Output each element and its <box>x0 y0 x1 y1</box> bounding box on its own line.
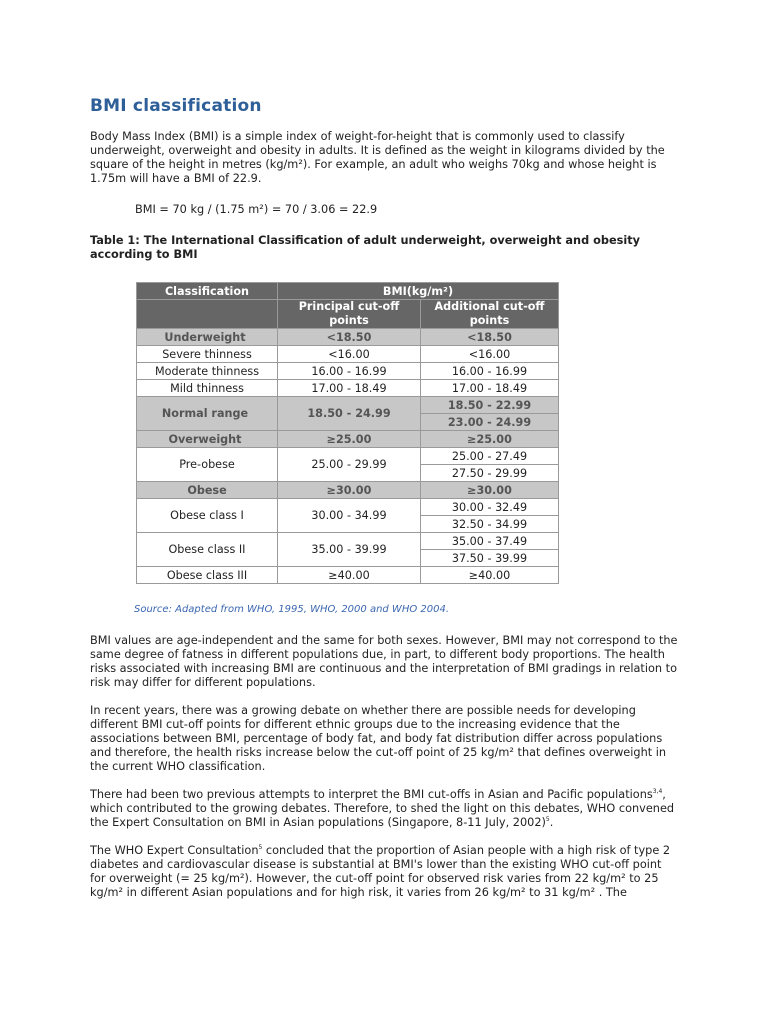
cell-class: Moderate thinness <box>137 363 278 380</box>
table-row <box>137 397 559 414</box>
cell-additional: 16.00 - 16.99 <box>421 363 559 380</box>
cell-additional: ≥40.00 <box>421 567 559 584</box>
table-row <box>137 329 559 346</box>
cell-class: Obese class III <box>137 567 278 584</box>
cell-class: Overweight <box>137 431 278 448</box>
cell-additional: ≥30.00 <box>421 482 559 499</box>
paragraph-text: The WHO Expert Consultation <box>90 844 259 857</box>
reference-superscript: 5 <box>258 844 263 851</box>
page-title: BMI classification <box>90 96 262 116</box>
paragraph: BMI values are age-independent and the same for both sexes. However, BMI may not correspond to the same degree of fatness in different populations due, in part, to different body proportions. The health risks associated with increasing BMI are continuous and the interpretation of BMI gradings in relation to risk may differ for different populations. <box>90 634 678 689</box>
table-row <box>137 567 559 584</box>
document-page <box>90 96 680 899</box>
cell-additional: 30.00 - 32.49 <box>421 499 559 516</box>
cell-additional: <16.00 <box>421 346 559 363</box>
body-text <box>90 634 680 914</box>
cell-additional: 23.00 - 24.99 <box>421 414 559 431</box>
intro-paragraph: Body Mass Index (BMI) is a simple index of weight-for-height that is commonly used to classify underweight, overweight and obesity in adults. It is defined as the weight in kilograms divided by the square of the height in metres (kg/m²). For example, an adult who weighs 70kg and whose height is 1.75m will have a BMI of 22.9. <box>90 130 665 185</box>
cell-class: Obese class I <box>137 499 278 533</box>
table-row <box>137 431 559 448</box>
cell-principal: 16.00 - 16.99 <box>278 363 421 380</box>
cell-class: Obese class II <box>137 533 278 567</box>
cell-additional: <18.50 <box>421 329 559 346</box>
cell-additional: 27.50 - 29.99 <box>421 465 559 482</box>
paragraph-text: , which contributed to the growing debates. Therefore, to shed the light on this debates, WHO convened the Expert Consultation on BMI in Asian populations (Singapore, 8-11 July, 2002) <box>90 788 675 829</box>
cell-additional: 18.50 - 22.99 <box>421 397 559 414</box>
cell-class: Severe thinness <box>137 346 278 363</box>
paragraph-text: There had been two previous attempts to interpret the BMI cut-offs in Asian and Pacific populations <box>90 788 653 801</box>
cell-principal: 17.00 - 18.49 <box>278 380 421 397</box>
cell-principal: 35.00 - 39.99 <box>278 533 421 567</box>
bmi-formula: BMI = 70 kg / (1.75 m²) = 70 / 3.06 = 22.9 <box>135 203 378 216</box>
cell-principal: <16.00 <box>278 346 421 363</box>
table-row <box>137 363 559 380</box>
cell-class: Normal range <box>137 397 278 431</box>
header-principal: Principal cut-off points <box>278 300 421 329</box>
table-row <box>137 533 559 550</box>
cell-principal: ≥40.00 <box>278 567 421 584</box>
cell-principal: 18.50 - 24.99 <box>278 397 421 431</box>
table-row <box>137 448 559 465</box>
header-blank <box>137 300 278 329</box>
table-caption: Table 1: The International Classification of adult underweight, overweight and obesity according to BMI <box>90 234 640 261</box>
paragraph <box>90 844 680 900</box>
cell-additional: 17.00 - 18.49 <box>421 380 559 397</box>
table-row <box>137 499 559 516</box>
header-classification: Classification <box>137 283 278 300</box>
paragraph-text: . <box>549 816 554 829</box>
table-row <box>137 380 559 397</box>
table-row <box>137 482 559 499</box>
cell-principal: ≥25.00 <box>278 431 421 448</box>
header-additional: Additional cut-off points <box>421 300 559 329</box>
table-row <box>137 346 559 363</box>
cell-class: Mild thinness <box>137 380 278 397</box>
header-bmi: BMI(kg/m²) <box>278 283 559 300</box>
bmi-classification-table <box>136 282 559 584</box>
paragraph <box>90 788 680 830</box>
cell-additional: 35.00 - 37.49 <box>421 533 559 550</box>
table-source: Source: Adapted from WHO, 1995, WHO, 2000 and WHO 2004. <box>134 604 450 615</box>
cell-additional: 37.50 - 39.99 <box>421 550 559 567</box>
cell-additional: 25.00 - 27.49 <box>421 448 559 465</box>
cell-additional: ≥25.00 <box>421 431 559 448</box>
cell-class: Underweight <box>137 329 278 346</box>
cell-class: Pre-obese <box>137 448 278 482</box>
cell-principal: 25.00 - 29.99 <box>278 448 421 482</box>
cell-additional: 32.50 - 34.99 <box>421 516 559 533</box>
cell-principal: <18.50 <box>278 329 421 346</box>
reference-superscript: 5 <box>545 816 550 823</box>
cell-class: Obese <box>137 482 278 499</box>
paragraph: In recent years, there was a growing debate on whether there are possible needs for developing different BMI cut-off points for different ethnic groups due to the increasing evidence that the associations between BMI, percentage of body fat, and body fat distribution differ across populations and therefore, the health risks increase below the cut-off point of 25 kg/m² that defines overweight in the current WHO classification. <box>90 704 667 773</box>
cell-principal: 30.00 - 34.99 <box>278 499 421 533</box>
cell-principal: ≥30.00 <box>278 482 421 499</box>
reference-superscript: 3,4 <box>652 788 663 795</box>
paragraph-text: concluded that the proportion of Asian people with a high risk of type 2 diabetes and cardiovascular disease is substantial at BMI's lower than the existing WHO cut-off point for overweight (= 25 kg/m²). However, the cut-off point for observed risk varies from 22 kg/m² to 25 kg/m² in different Asian populations and for high risk, it varies from 26 kg/m² to 31 kg/m² . The <box>90 844 671 899</box>
